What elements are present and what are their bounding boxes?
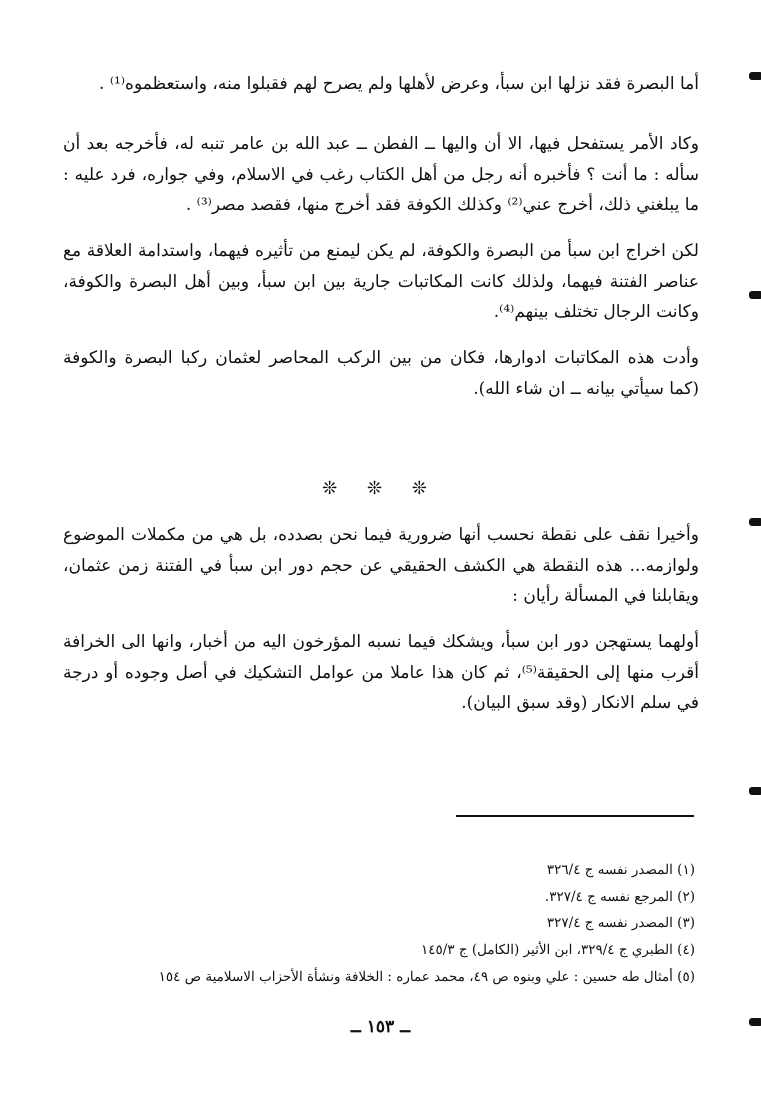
scan-edge-mark: [749, 787, 761, 795]
footnote-1: (١) المصدر نفسه ج ٣٢٦/٤: [546, 862, 695, 878]
footnote-5: (٥) أمثال طه حسين : علي وبنوه ص ٤٩، محمد عماره : الخلافة ونشأة الأحزاب الاسلامية ص ١٥٤: [158, 969, 695, 985]
paragraph-roles: وأدت هذه المكاتبات ادوارها، فكان من بين الركب المحاصر لعثمان ركبا البصرة والكوفة (كما سيأتي بيانه ــ ان شاء الله).: [63, 348, 699, 399]
paragraph-basra: أما البصرة فقد نزلها ابن سبأ، وعرض لأهلها ولم يصرح لهم فقبلوا منه، واستعظموه⁽¹⁾ .: [99, 74, 699, 94]
paragraph-final-point: وأخيرا نقف على نقطة نحسب أنها ضرورية فيما نحن بصدده، بل هي من مكملات الموضوع ولوازمه... هذه النقطة هي الكشف الحقيقي عن حجم دور ابن سبأ في الفتنة زمن عثمان، ويقابلنا في المسألة رأيان :: [63, 525, 699, 606]
footnote-rule: [456, 815, 694, 817]
scan-edge-mark: [749, 518, 761, 526]
paragraph-first-view: أولهما يستهجن دور ابن سبأ، ويشكك فيما نسبه المؤرخون اليه من أخبار، وانها الى الخرافة أقرب منها إلى الحقيقة⁽⁵⁾، ثم كان هذا عاملا من عوامل التشكيك في أصل وجوده أو درجة في سلم الانكار (وقد سبق البيان).: [63, 632, 700, 713]
paragraph-expulsion: وكاد الأمر يستفحل فيها، الا أن واليها ــ الفطن ــ عبد الله بن عامر تنبه له، فأخرجه بعد أن سأله : ما أنت ؟ فأخبره أنه رجل من أهل الكتاب رغب في الاسلام، وفي جواره، فرد عليه : ما يبلغني ذلك، أخرج عني⁽²⁾ وكذلك الكوفة فقد أخرج منها، فقصد مصر⁽³⁾ .: [63, 134, 699, 215]
footnote-4: (٤) الطبري ج ٣٢٩/٤، ابن الأثير (الكامل) ج ١٤٥/٣: [420, 942, 695, 958]
paragraph-correspondence: لكن اخراج ابن سبأ من البصرة والكوفة، لم يكن ليمنع من تأثيره فيهما، واستدامة العلاقة مع عناصر الفتنة فيهما، ولذلك كانت المكاتبات جارية بين ابن سبأ، وبين أهل البصرة والكوفة، وكانت الرجال تختلف بينهم⁽⁴⁾.: [63, 241, 699, 322]
scan-edge-mark: [749, 72, 761, 80]
footnote-2: (٢) المرجع نفسه ج ٣٢٧/٤.: [544, 889, 695, 905]
footnote-3: (٣) المصدر نفسه ج ٣٢٧/٤: [546, 915, 695, 931]
section-separator: ❊ ❊ ❊: [322, 478, 439, 499]
scan-edge-mark: [749, 1018, 761, 1026]
scan-edge-mark: [749, 291, 761, 299]
page-number: ــ ١٥٣ ــ: [350, 1017, 411, 1037]
